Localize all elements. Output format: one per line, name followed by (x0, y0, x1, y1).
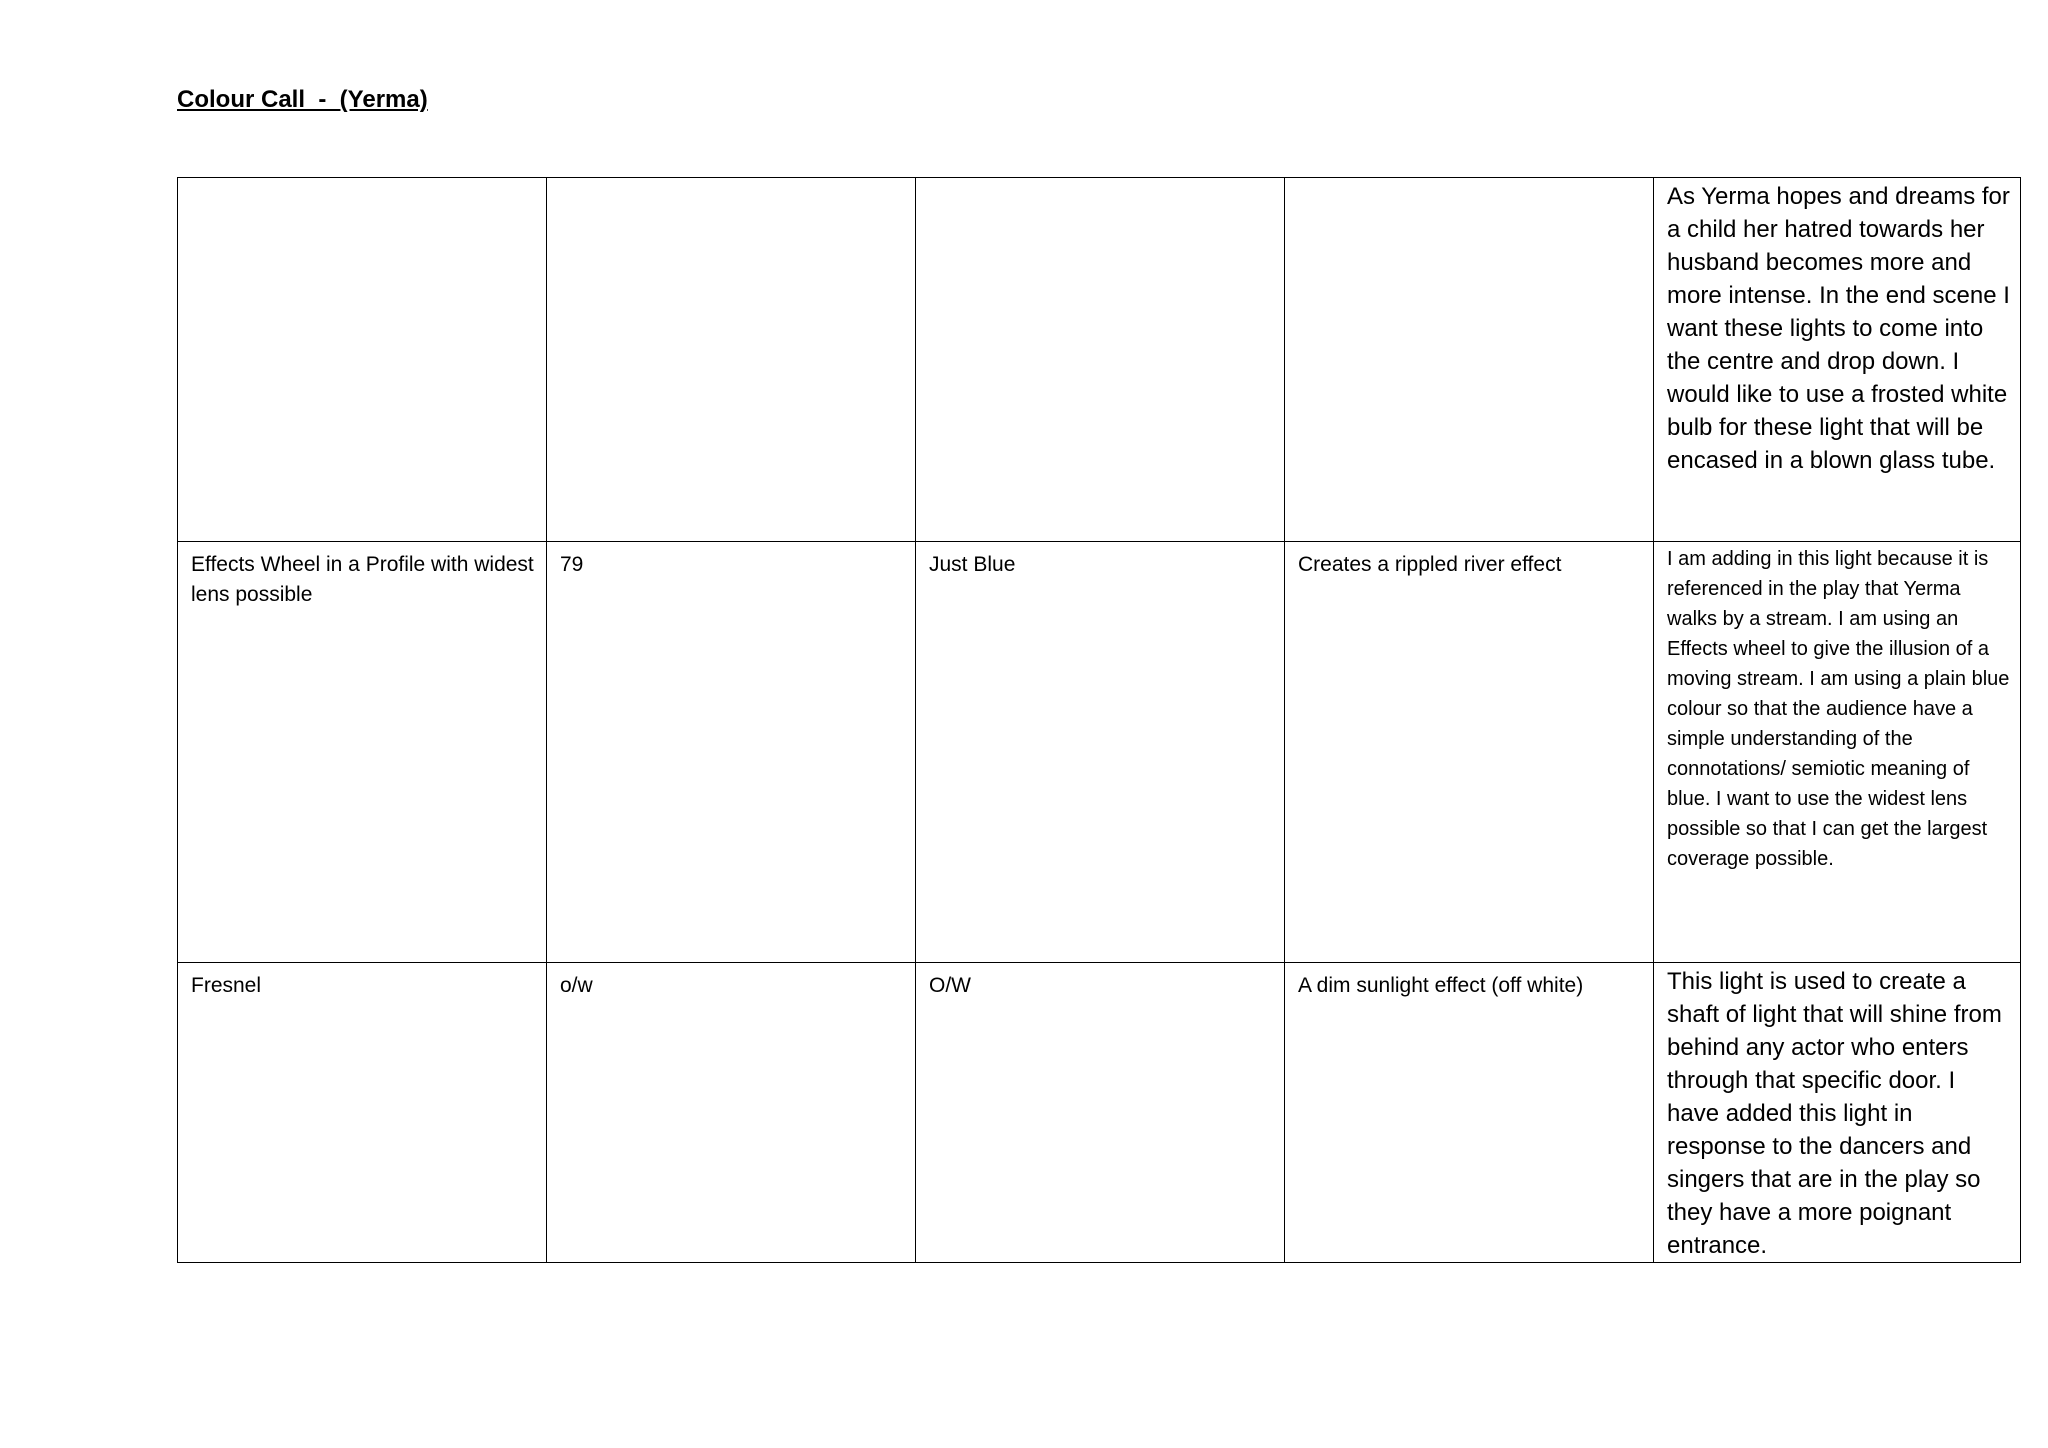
table-cell (1285, 178, 1654, 542)
table-cell: As Yerma hopes and dreams for a child her hatred towards her husband becomes more and more intense. In the end scene I want these lights to come into the centre and drop down. I would like to use a frosted white bulb for these light that will be encased in a blown glass tube. (1654, 178, 2021, 542)
table-cell: A dim sunlight effect (off white) (1285, 963, 1654, 1263)
table-cell: O/W (916, 963, 1285, 1263)
page-title: Colour Call - (Yerma) (177, 86, 428, 113)
table-row (178, 178, 2021, 542)
table-row (178, 542, 2021, 963)
table-cell (547, 178, 916, 542)
table-cell: Creates a rippled river effect (1285, 542, 1654, 963)
table-cell: This light is used to create a shaft of light that will shine from behind any actor who enters through that specific door. I have added this light in response to the dancers and singers that are in the play so they have a more poignant entrance. (1654, 963, 2021, 1263)
colour-call-table (177, 177, 2021, 1263)
table-cell (916, 178, 1285, 542)
table-cell: 79 (547, 542, 916, 963)
table-cell: Just Blue (916, 542, 1285, 963)
table-cell: Effects Wheel in a Profile with widest lens possible (178, 542, 547, 963)
table-cell: I am adding in this light because it is referenced in the play that Yerma walks by a stream. I am using an Effects wheel to give the illusion of a moving stream. I am using a plain blue colour so that the audience have a simple understanding of the connotations/ semiotic meaning of blue. I want to use the widest lens possible so that I can get the largest coverage possible. (1654, 542, 2021, 963)
table-cell: o/w (547, 963, 916, 1263)
table-cell: Fresnel (178, 963, 547, 1263)
table-row (178, 963, 2021, 1263)
table-cell (178, 178, 547, 542)
